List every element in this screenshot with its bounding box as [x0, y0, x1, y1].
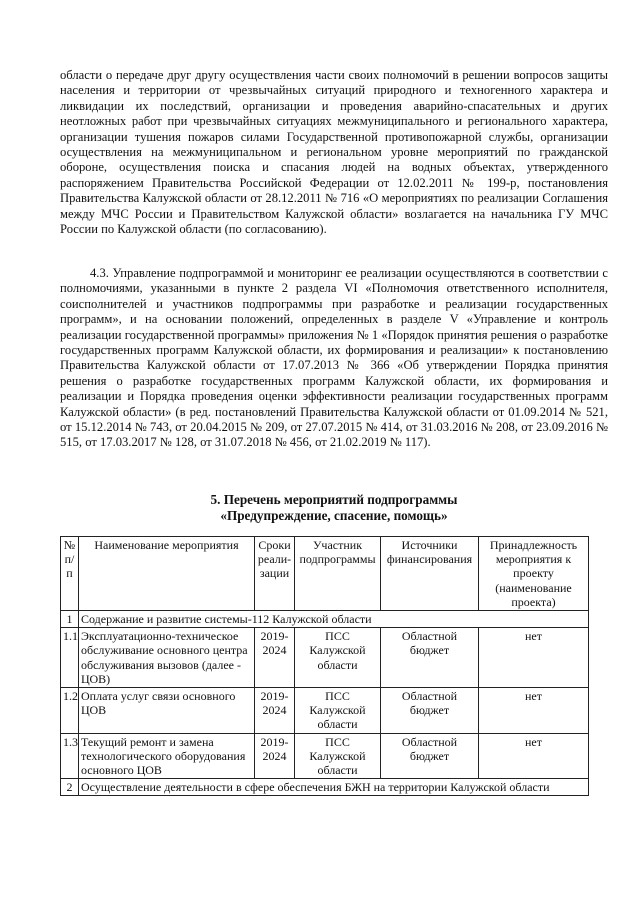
paragraph-subprogram-management: 4.3. Управление подпрограммой и мониторинг ее реализации осуществляются в соответствии с полномочиями, указанными в пункте 2 раздела VI «Полномочия ответственного исполнителя, соисполнителей и участников подпрограммы при разработке и реализации государственных программ», и на основании положений, определенных в разделе V «Управление и контроль реализации государственной программы» приложения № 1 «Порядок принятия решения о разработке государственных программ Калужской области, их формирования и реализации» к постановлению Правительства Калужской области от 17.07.2013 № 366 «Об утверждении Порядка принятия решения о разработке государственных программ Калужской области, их формирования и реализации и Порядка проведения оценки эффективности реализации государственных программ Калужской области» (в ред. постановлений Правительства Калужской области от 01.09.2014 № 521, от 15.12.2014 № 743, от 20.04.2015 № 209, от 27.07.2015 № 414, от 31.03.2016 № 208, от 23.09.2016 № 515, от 17.03.2017 № 128, от 31.07.2018 № 456, от 21.02.2019 № 117). — [60, 266, 608, 450]
row-num: 1.1 — [61, 628, 79, 688]
table-row — [61, 733, 589, 779]
row-project: нет — [479, 688, 589, 734]
row-num: 1.2 — [61, 688, 79, 734]
row-participant: ПСС Калужской области — [295, 628, 381, 688]
row-term: 2019-2024 — [255, 688, 295, 734]
group-num: 1 — [61, 611, 79, 628]
measures-table — [60, 536, 589, 796]
table-header-row — [61, 537, 589, 611]
row-source: Областной бюджет — [381, 733, 479, 779]
section-title-line-1: 5. Перечень мероприятий подпрограммы — [210, 492, 458, 507]
header-num: № п/п — [61, 537, 79, 611]
group-title: Содержание и развитие системы-112 Калужской области — [79, 611, 589, 628]
table-row — [61, 628, 589, 688]
row-project: нет — [479, 628, 589, 688]
row-name: Текущий ремонт и замена технологического оборудования основного ЦОВ — [79, 733, 255, 779]
row-project: нет — [479, 733, 589, 779]
header-term: Сроки реали-зации — [255, 537, 295, 611]
group-num: 2 — [61, 779, 79, 796]
table-group-row — [61, 779, 589, 796]
row-participant: ПСС Калужской области — [295, 733, 381, 779]
row-participant: ПСС Калужской области — [295, 688, 381, 734]
paragraph-authority-transfer: области о передаче друг другу осуществления части своих полномочий в решении вопросов защиты населения и территории от чрезвычайных ситуаций природного и техногенного характера и ликвидации их последствий, организации и проведения аварийно-спасательных и других неотложных работ при чрезвычайных ситуациях межмуниципального и регионального характера, организации тушения пожаров силами Государственной противопожарной службы, организации осуществления на межмуниципальном и региональном уровне мероприятий по гражданской обороне, осуществления поиска и спасания людей на водных объектах, утвержденного распоряжением Правительства Российской Федерации от 12.02.2011 № 199-р, постановления Правительства Калужской области от 28.12.2011 № 716 «О мероприятиях по реализации Соглашения между МЧС России и Правительством Калужской области» возлагается на начальника ГУ МЧС России по Калужской области (по согласованию). — [60, 68, 608, 237]
group-title: Осуществление деятельности в сфере обеспечения БЖН на территории Калужской области — [79, 779, 589, 796]
header-name: Наименование мероприятия — [79, 537, 255, 611]
table-group-row — [61, 611, 589, 628]
header-source: Источники финансирования — [381, 537, 479, 611]
row-source: Областной бюджет — [381, 628, 479, 688]
section-heading — [60, 492, 608, 524]
header-project: Принадлежность мероприятия к проекту (наименование проекта) — [479, 537, 589, 611]
row-source: Областной бюджет — [381, 688, 479, 734]
header-participant: Участник подпрограммы — [295, 537, 381, 611]
row-num: 1.3 — [61, 733, 79, 779]
row-term: 2019-2024 — [255, 733, 295, 779]
row-name: Оплата услуг связи основного ЦОВ — [79, 688, 255, 734]
row-name: Эксплуатационно-техническое обслуживание основного центра обслуживания вызовов (далее - ЦОВ) — [79, 628, 255, 688]
table-row — [61, 688, 589, 734]
row-term: 2019-2024 — [255, 628, 295, 688]
section-title-line-2: «Предупреждение, спасение, помощь» — [220, 508, 448, 523]
